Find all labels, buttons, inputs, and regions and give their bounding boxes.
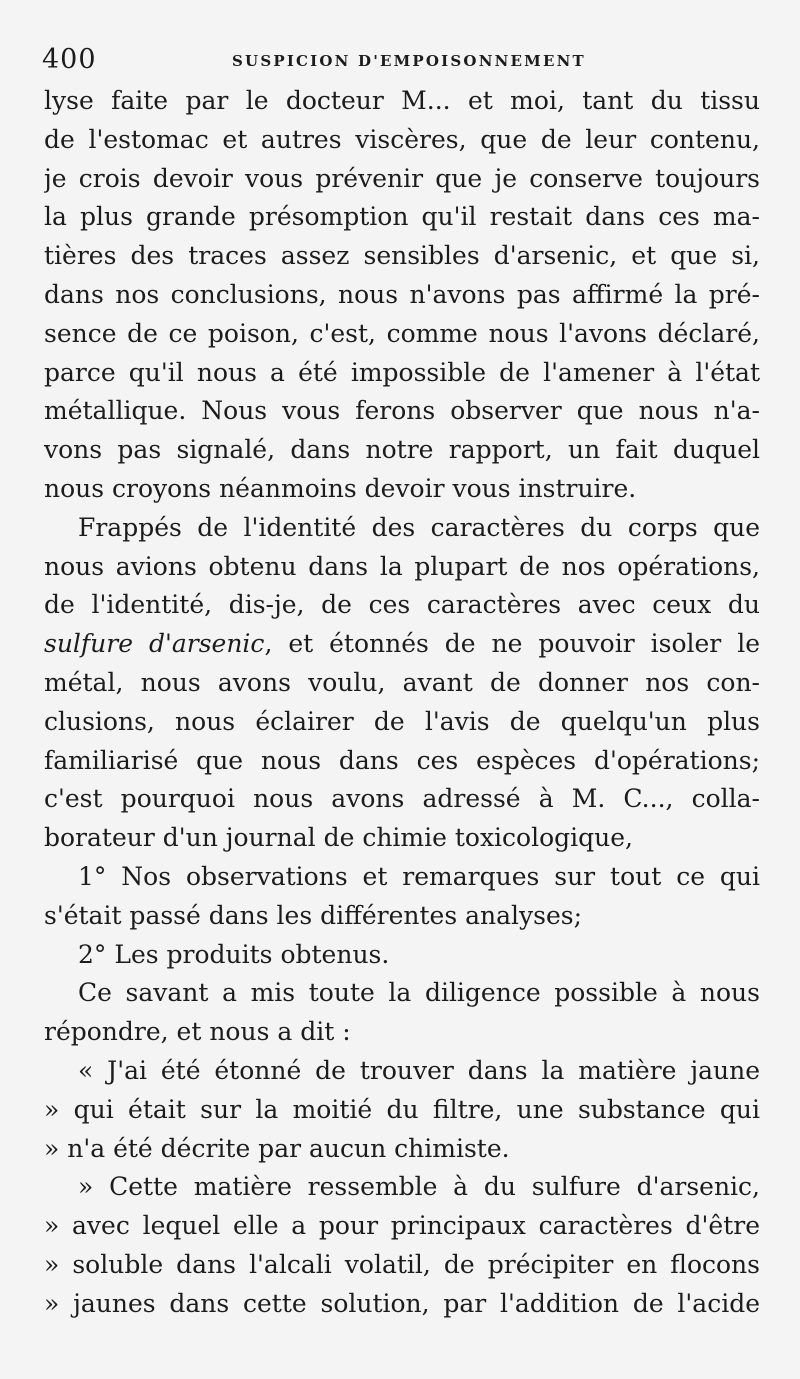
text-line: c'est pourquoi nous avons adressé à M. C..., colla-	[44, 784, 760, 814]
list-item-line: 1° Nos observations et remarques sur tout ce qui	[78, 861, 760, 891]
quote-line: » qui était sur la moitié du filtre, une substance qui	[44, 1094, 760, 1124]
running-head: SUSPICION D'EMPOISONNEMENT	[232, 52, 586, 70]
text-line: de l'estomac et autres viscères, que de leur contenu,	[44, 124, 760, 154]
text-line: s'était passé dans les différentes analyses;	[44, 900, 583, 930]
text-line-with-italic	[44, 625, 760, 664]
text-line: clusions, nous éclairer de l'avis de quelqu'un plus	[44, 706, 760, 736]
text-line: métallique. Nous vous ferons observer que nous n'a-	[44, 396, 760, 426]
text-line: borateur d'un journal de chimie toxicologique,	[44, 823, 634, 853]
quote-line: » jaunes dans cette solution, par l'addition de l'acide	[44, 1288, 760, 1318]
body-text	[44, 82, 760, 1324]
text-line: de l'identité, dis-je, de ces caractères avec ceux du	[44, 590, 760, 620]
text-line: métal, nous avons voulu, avant de donner nos con-	[44, 667, 760, 697]
text-line: vons pas signalé, dans notre rapport, un fait duquel	[44, 435, 760, 465]
page-number: 400	[42, 44, 97, 75]
text-line: familiarisé que nous dans ces espèces d'opérations;	[44, 745, 760, 775]
text-line: répondre, et nous a dit :	[44, 1017, 351, 1047]
text-line: la plus grande présomption qu'il restait dans ces ma-	[44, 202, 760, 232]
text-line: nous avions obtenu dans la plupart de nos opérations,	[44, 551, 760, 581]
text-line: sence de ce poison, c'est, comme nous l'avons déclaré,	[44, 318, 760, 348]
list-item-line: 2° Les produits obtenus.	[78, 939, 390, 969]
paragraph-start-line: Ce savant a mis toute la diligence possible à nous	[78, 978, 760, 1008]
text-line: dans nos conclusions, nous n'avons pas affirmé la pré-	[44, 279, 760, 309]
italic-term: sulfure d'arsenic	[44, 629, 265, 659]
page-header	[42, 44, 762, 84]
paragraph-start-line: Frappés de l'identité des caractères du corps que	[78, 512, 760, 542]
text-line: parce qu'il nous a été impossible de l'amener à l'état	[44, 357, 760, 387]
text-line: tières des traces assez sensibles d'arsenic, et que si,	[44, 241, 760, 271]
quote-line: » n'a été décrite par aucun chimiste.	[44, 1133, 510, 1163]
quote-line: « J'ai été étonné de trouver dans la matière jaune	[78, 1055, 760, 1085]
text-fragment: , et étonnés de ne pouvoir isoler le	[264, 629, 760, 659]
text-line: nous croyons néanmoins devoir vous instruire.	[44, 473, 637, 503]
quote-line: » avec lequel elle a pour principaux caractères d'être	[44, 1211, 760, 1241]
quote-line: » soluble dans l'alcali volatil, de précipiter en flocons	[44, 1249, 760, 1279]
quote-line: » Cette matière ressemble à du sulfure d'arsenic,	[78, 1172, 760, 1202]
text-line: lyse faite par le docteur M... et moi, tant du tissu	[44, 86, 760, 115]
text-line: je crois devoir vous prévenir que je conserve toujours	[44, 163, 760, 193]
